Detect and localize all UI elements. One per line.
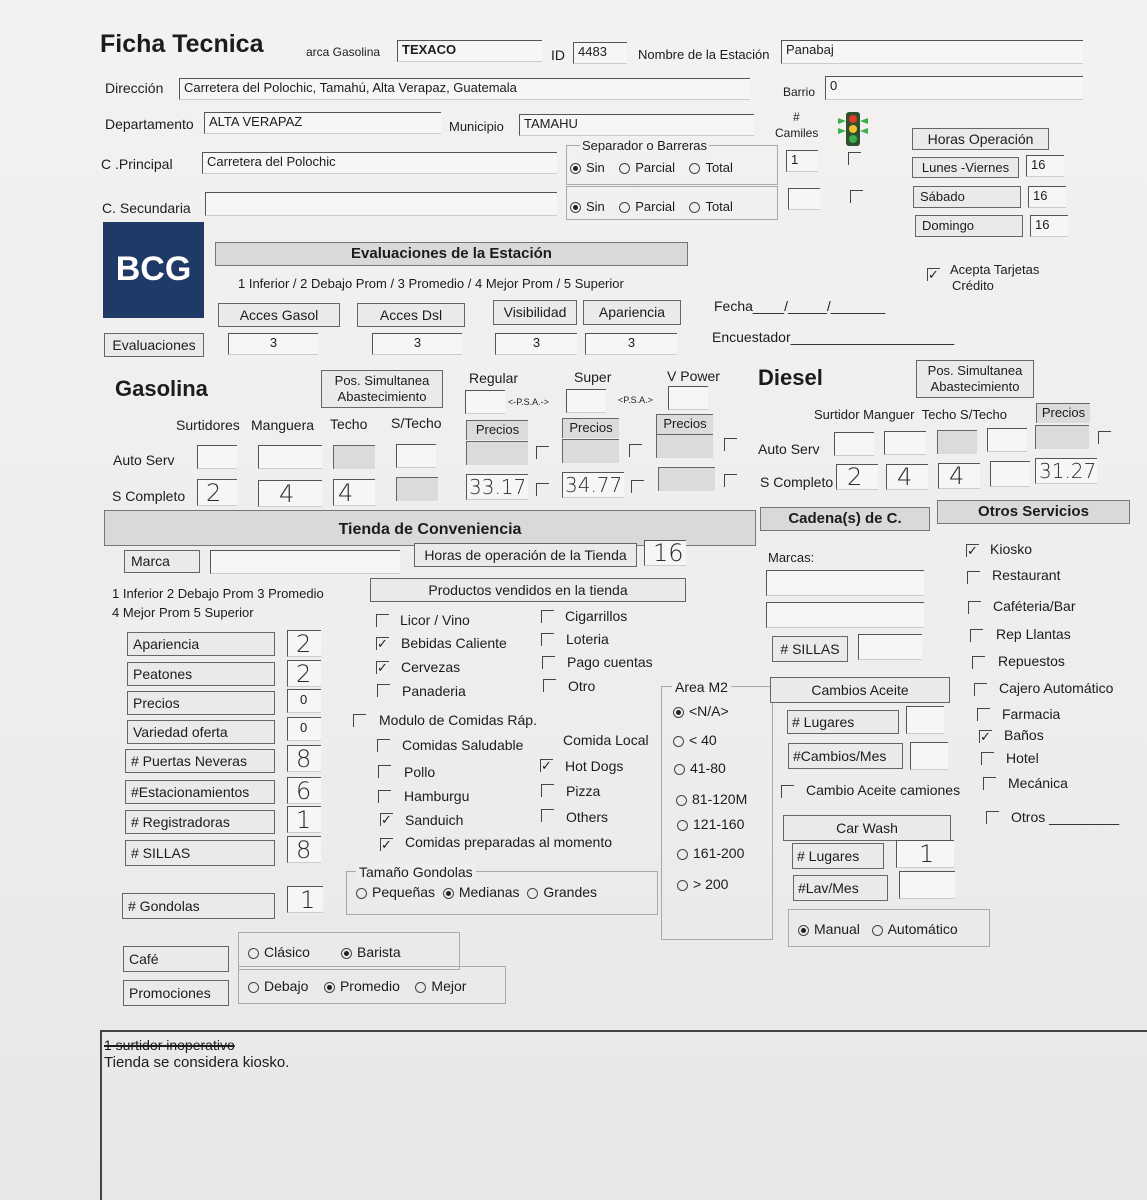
sanduich-checkbox[interactable]: ✓ <box>381 812 392 827</box>
diesel-pos-simultanea: Pos. Simultanea Abastecimiento <box>916 360 1034 398</box>
horas-operacion-button[interactable]: Horas Operación <box>912 128 1049 150</box>
otros-checkbox[interactable] <box>986 811 999 824</box>
acepta-label-1: Acepta Tarjetas <box>950 262 1040 277</box>
gas-sc-vpower-price[interactable] <box>658 467 715 491</box>
psa-arrow-2: <P.S.A.> <box>618 395 653 405</box>
diesel-as-check[interactable] <box>1098 431 1111 444</box>
area-radio[interactable] <box>677 849 688 860</box>
diesel-as-surtidor[interactable] <box>834 432 874 456</box>
mecanica-checkbox[interactable] <box>983 777 996 790</box>
gas-as-manguera[interactable] <box>258 445 322 469</box>
super-precios-label: Precios <box>562 418 619 438</box>
sin-radio-2[interactable] <box>570 202 581 213</box>
barrio-field[interactable]: 0 <box>825 76 1083 100</box>
lav-mes-label: #Lav/Mes <box>793 875 888 901</box>
horas-tienda-field[interactable]: 16 <box>644 540 686 566</box>
evaluaciones-title: Evaluaciones de la Estación <box>215 242 688 266</box>
gas-sc-techo[interactable]: 4 <box>333 479 375 506</box>
hotdogs-label: Hot Dogs <box>565 758 624 774</box>
rating-label-precios: Precios <box>127 691 275 715</box>
direccion-label: Dirección <box>105 80 164 96</box>
evaluaciones-label: Evaluaciones <box>104 333 204 357</box>
bcg-logo <box>103 222 204 318</box>
diesel-sc-price[interactable]: 31.27 <box>1035 458 1097 484</box>
cigarrillos-label: Cigarrillos <box>565 608 628 624</box>
manual-options: Manual Automático <box>798 921 958 937</box>
gas-as-super-price[interactable] <box>562 439 619 463</box>
preparadas-checkbox[interactable]: ✓ <box>381 837 392 852</box>
barrio-label: Barrio <box>783 85 816 99</box>
cadena-sillas-field[interactable] <box>858 634 922 660</box>
rating-label-apariencia: Apariencia <box>127 632 275 656</box>
farmacia-checkbox[interactable] <box>977 708 990 721</box>
gas-as-techo[interactable] <box>333 445 375 469</box>
manguera-col: Manguera <box>251 417 315 433</box>
hamburgu-label: Hamburgu <box>404 788 470 804</box>
rating-label-estacionamientos: #Estacionamientos <box>125 780 275 804</box>
panaderia-label: Panaderia <box>402 683 466 699</box>
vpower-precios-label: Precios <box>656 414 713 434</box>
rating-value-peatones[interactable]: 2 <box>287 660 321 687</box>
tienda-scale-2: 4 Mejor Prom 5 Superior <box>112 605 254 620</box>
diesel-s-completo-label: S Completo <box>760 474 834 490</box>
gas-as-vpower-check[interactable] <box>724 438 737 451</box>
loteria-label: Loteria <box>566 631 609 647</box>
gas-sc-regular-check[interactable] <box>536 483 549 496</box>
area-option-0: <N/A> <box>673 703 729 719</box>
cw-lugares-field[interactable]: 1 <box>896 840 954 868</box>
panaderia-checkbox[interactable] <box>377 684 390 697</box>
debajo-radio[interactable] <box>248 982 259 993</box>
gas-sc-regular-price[interactable]: 33.17 <box>466 474 528 500</box>
id-label: ID <box>551 47 565 63</box>
marcas-field-2[interactable] <box>766 602 924 628</box>
gondolas-label: # Gondolas <box>122 893 275 919</box>
rating-label-registradoras: # Registradoras <box>125 810 275 834</box>
parcial-radio[interactable] <box>619 163 630 174</box>
gas-s-completo-label: S Completo <box>112 488 186 504</box>
gas-as-stecho[interactable] <box>396 444 436 468</box>
stecho-col: S/Techo <box>391 415 442 431</box>
area-title: Area M2 <box>672 679 731 695</box>
licor-checkbox[interactable] <box>376 614 389 627</box>
tienda-scale-1: 1 Inferior 2 Debajo Prom 3 Promedio <box>112 586 324 601</box>
camiles-checkbox[interactable] <box>848 152 861 165</box>
rating-label-peatones: Peatones <box>127 662 275 686</box>
separador-row-1: Sin Parcial Total <box>570 160 733 175</box>
hotdogs-checkbox[interactable]: ✓ <box>541 758 552 773</box>
hotel-checkbox[interactable] <box>981 752 994 765</box>
area-radio[interactable] <box>676 795 687 806</box>
vpower-label: V Power <box>667 368 720 384</box>
mecanica-label: Mecánica <box>1008 775 1068 791</box>
area-option-6: > 200 <box>677 876 728 892</box>
otros-label: Otros _________ <box>1011 809 1120 825</box>
marcas-field-1[interactable] <box>766 570 924 596</box>
camiles-field[interactable]: 1 <box>786 150 818 172</box>
promedio-radio[interactable] <box>324 982 335 993</box>
notes-left-border <box>100 1030 102 1200</box>
parcial-radio-2[interactable] <box>619 202 630 213</box>
fecha-label: Fecha____/_____/_______ <box>714 298 886 314</box>
traffic-light-icon <box>836 110 870 148</box>
tamano-options: Pequeñas Medianas Grandes <box>356 884 597 900</box>
vpower-psa-field[interactable] <box>668 386 708 410</box>
psa-arrow-1: <-P.S.A.-> <box>508 397 549 407</box>
rating-value-puertas[interactable]: 8 <box>287 745 321 772</box>
rating-value-precios[interactable]: 0 <box>287 689 321 713</box>
pollo-label: Pollo <box>404 764 436 780</box>
secundaria-label: C. Secundaria <box>102 200 191 216</box>
manual-radio[interactable] <box>798 925 809 936</box>
area-option-1: < 40 <box>673 732 717 748</box>
camiones-checkbox[interactable] <box>781 785 794 798</box>
pizza-checkbox[interactable] <box>541 784 554 797</box>
banos-checkbox[interactable]: ✓ <box>980 729 991 744</box>
cadena-title: Cadena(s) de C. <box>760 507 930 531</box>
cervezas-label: Cervezas <box>401 659 461 675</box>
nombre-field[interactable]: Panabaj <box>781 40 1083 64</box>
horas-tienda-label: Horas de operación de la Tienda <box>414 543 637 567</box>
restaurant-checkbox[interactable] <box>967 571 980 584</box>
diesel-as-manguer[interactable] <box>884 431 926 455</box>
camiles-label: Camiles <box>775 126 819 140</box>
sabado-label: Sábado <box>913 186 1021 208</box>
evaluaciones-scale: 1 Inferior / 2 Debajo Prom / 3 Promedio / 4 Mejor Prom / 5 Superior <box>238 276 624 291</box>
cafeteria-label: Caféteria/Bar <box>993 598 1076 614</box>
others-label: Others <box>566 809 609 825</box>
marca-label: arca Gasolina <box>306 45 381 59</box>
pizza-label: Pizza <box>566 783 601 799</box>
gas-sc-super-price[interactable]: 34.77 <box>562 472 624 498</box>
cafe-options: Clásico Barista <box>248 944 401 960</box>
acces-gasol-label: Acces Gasol <box>218 303 340 327</box>
gas-sc-manguera[interactable]: 4 <box>258 480 322 507</box>
banos-label: Baños <box>1004 727 1044 743</box>
mejor-radio[interactable] <box>415 982 426 993</box>
pago-checkbox[interactable] <box>542 656 555 669</box>
techo-col: Techo <box>330 416 368 432</box>
area-option-4: 121-160 <box>677 816 744 832</box>
eval-acces-gasol[interactable]: 3 <box>228 333 318 355</box>
gas-sc-surtidores[interactable]: 2 <box>197 479 237 506</box>
preparadas-label: Comidas preparadas al momento <box>405 834 612 850</box>
gasolina-pos-simultanea: Pos. Simultanea Abastecimiento <box>321 370 443 408</box>
medianas-radio[interactable] <box>443 888 454 899</box>
otro-label: Otro <box>568 678 596 694</box>
visibilidad-label: Visibilidad <box>493 300 577 325</box>
rating-label-puertas: # Puertas Neveras <box>125 749 275 773</box>
diesel-as-price[interactable] <box>1035 425 1089 449</box>
promociones-options: Debajo Promedio Mejor <box>248 978 466 994</box>
rating-label-variedad: Variedad oferta <box>127 720 275 744</box>
sabado-field[interactable]: 16 <box>1028 186 1066 208</box>
lunes-label: Lunes -Viernes <box>912 157 1019 178</box>
departamento-label: Departamento <box>105 116 194 132</box>
pago-label: Pago cuentas <box>567 654 653 670</box>
nombre-label: Nombre de la Estación <box>638 47 770 62</box>
camiles-field-2[interactable] <box>788 188 820 210</box>
gas-as-super-check[interactable] <box>629 444 642 457</box>
diesel-sc-manguer[interactable]: 4 <box>886 464 928 490</box>
gas-sc-vpower-check[interactable] <box>724 474 737 487</box>
diesel-auto-serv-label: Auto Serv <box>758 441 820 457</box>
cervezas-checkbox[interactable]: ✓ <box>377 660 388 675</box>
repuestos-checkbox[interactable] <box>972 656 985 669</box>
domingo-field[interactable]: 16 <box>1030 215 1068 237</box>
kiosko-checkbox[interactable]: ✓ <box>967 543 978 558</box>
farmacia-label: Farmacia <box>1002 706 1061 722</box>
cw-lugares-label: # Lugares <box>792 843 884 869</box>
rep-llantas-checkbox[interactable] <box>970 629 983 642</box>
gas-as-vpower-price[interactable] <box>656 434 713 458</box>
area-radio[interactable] <box>674 764 685 775</box>
camiles-checkbox-2[interactable] <box>850 190 863 203</box>
regular-psa-field[interactable] <box>465 390 505 414</box>
diesel-precios-label: Precios <box>1036 403 1090 423</box>
tamano-label: Tamaño Gondolas <box>356 864 476 880</box>
domingo-label: Domingo <box>915 215 1023 237</box>
otros-title: Otros Servicios <box>937 500 1130 524</box>
id-field[interactable]: 4483 <box>573 42 627 64</box>
gas-as-regular-price[interactable] <box>466 441 528 465</box>
rating-value-sillas[interactable]: 8 <box>287 836 321 863</box>
gas-sc-super-check[interactable] <box>631 480 644 493</box>
car-wash-title: Car Wash <box>783 815 951 841</box>
municipio-label: Municipio <box>449 119 504 134</box>
area-option-5: 161-200 <box>677 845 744 861</box>
promociones-label: Promociones <box>123 980 229 1006</box>
area-radio[interactable] <box>677 880 688 891</box>
principal-label: C .Principal <box>101 156 173 172</box>
cajero-label: Cajero Automático <box>999 680 1114 696</box>
diesel-header-row: Surtidor Manguer Techo S/Techo <box>814 407 1008 422</box>
cadena-sillas-label: # SILLAS <box>772 636 848 662</box>
sanduich-label: Sanduich <box>405 812 464 828</box>
ca-lugares-label: # Lugares <box>787 710 899 734</box>
rating-value-variedad[interactable]: 0 <box>287 717 321 741</box>
acepta-checkbox[interactable]: ✓ <box>928 267 939 282</box>
separador-label: Separador o Barreras <box>582 138 708 153</box>
notes-divider <box>100 1030 1147 1032</box>
cajero-checkbox[interactable] <box>974 683 987 696</box>
surtidores-col: Surtidores <box>176 417 240 433</box>
saludable-checkbox[interactable] <box>377 739 390 752</box>
tienda-marca-label: Marca <box>124 550 200 573</box>
diesel-as-techo[interactable] <box>937 430 977 454</box>
cambios-aceite-title: Cambios Aceite <box>770 677 950 703</box>
marca-field[interactable]: TEXACO <box>397 40 542 62</box>
municipio-field[interactable]: TAMAHU <box>519 114 754 136</box>
cambios-mes-label: #Cambios/Mes <box>788 743 903 769</box>
notes-text[interactable]: Tienda se considera kiosko. <box>104 1054 290 1071</box>
loteria-checkbox[interactable] <box>541 633 554 646</box>
saludable-label: Comidas Saludable <box>402 737 524 753</box>
gasolina-title: Gasolina <box>115 376 208 401</box>
encuestador-label: Encuestador_____________________ <box>712 329 955 345</box>
area-option-2: 41-80 <box>674 760 726 776</box>
gas-auto-serv-label: Auto Serv <box>113 452 175 468</box>
camiles-hash: # <box>793 110 800 124</box>
bebidas-label: Bebidas Caliente <box>401 635 507 651</box>
others-checkbox[interactable] <box>541 809 554 822</box>
cafeteria-checkbox[interactable] <box>968 601 981 614</box>
productos-title: Productos vendidos en la tienda <box>370 578 686 602</box>
departamento-field[interactable]: ALTA VERAPAZ <box>204 112 441 134</box>
separador-row-2: Sin Parcial Total <box>570 199 733 214</box>
eval-apariencia[interactable]: 3 <box>585 333 677 355</box>
eval-acces-dsl[interactable]: 3 <box>372 333 462 355</box>
area-radio[interactable] <box>677 820 688 831</box>
rating-label-sillas: # SILLAS <box>125 840 275 866</box>
cambios-mes-field[interactable] <box>910 742 948 770</box>
area-radio[interactable] <box>673 707 684 718</box>
automatico-radio[interactable] <box>872 925 883 936</box>
notes-crossed-text: 1 surtidor inoperativo <box>104 1037 235 1053</box>
comida-local-label: Comida Local <box>563 732 649 748</box>
acepta-label-2: Crédito <box>952 278 994 293</box>
tienda-marca-field[interactable] <box>210 550 400 574</box>
super-label: Super <box>574 369 612 385</box>
sin-radio[interactable] <box>570 163 581 174</box>
secundaria-field[interactable] <box>205 192 557 216</box>
lunes-field[interactable]: 16 <box>1026 155 1064 177</box>
form-title: Ficha Tecnica <box>100 30 264 58</box>
gas-as-surtidores[interactable] <box>197 445 237 469</box>
rep-llantas-label: Rep Llantas <box>996 626 1071 642</box>
pollo-checkbox[interactable] <box>378 765 391 778</box>
barista-radio[interactable] <box>341 948 352 959</box>
rating-value-registradoras[interactable]: 1 <box>287 806 321 833</box>
grandes-radio[interactable] <box>527 888 538 899</box>
modulo-label: Modulo de Comidas Ráp. <box>379 712 537 728</box>
otro-checkbox[interactable] <box>543 679 556 692</box>
total-radio[interactable] <box>689 163 700 174</box>
logo-text: BCG <box>115 250 192 288</box>
principal-field[interactable]: Carretera del Polochic <box>202 152 557 174</box>
kiosko-label: Kiosko <box>990 541 1033 557</box>
diesel-as-stecho[interactable] <box>987 428 1027 452</box>
direccion-field[interactable]: Carretera del Polochic, Tamahú, Alta Verapaz, Guatemala <box>179 78 750 100</box>
diesel-sc-techo[interactable]: 4 <box>938 463 980 489</box>
cigarrillos-checkbox[interactable] <box>541 610 554 623</box>
acces-dsl-label: Acces Dsl <box>357 303 465 327</box>
rating-value-apariencia[interactable]: 2 <box>287 630 321 657</box>
area-option-3: 81-120M <box>676 791 747 807</box>
cafe-label: Café <box>123 946 229 972</box>
hotel-label: Hotel <box>1006 750 1039 766</box>
regular-precios-label: Precios <box>466 420 528 440</box>
licor-label: Licor / Vino <box>400 612 470 628</box>
area-group <box>661 686 773 940</box>
super-psa-field[interactable] <box>566 389 606 413</box>
area-radio[interactable] <box>673 736 684 747</box>
lav-mes-field[interactable] <box>899 871 955 899</box>
diesel-sc-surtidor[interactable]: 2 <box>836 464 878 490</box>
regular-label: Regular <box>469 370 519 386</box>
pequenas-radio[interactable] <box>356 888 367 899</box>
tienda-title: Tienda de Conveniencia <box>104 510 756 546</box>
eval-visibilidad[interactable]: 3 <box>495 333 577 355</box>
ca-lugares-field[interactable] <box>906 706 944 734</box>
hamburgu-checkbox[interactable] <box>378 790 391 803</box>
gas-sc-stecho[interactable] <box>396 477 438 501</box>
apariencia-label: Apariencia <box>583 300 681 325</box>
diesel-sc-stecho[interactable] <box>990 461 1030 487</box>
total-radio-2[interactable] <box>689 202 700 213</box>
modulo-checkbox[interactable] <box>353 714 366 727</box>
repuestos-label: Repuestos <box>998 653 1065 669</box>
restaurant-label: Restaurant <box>992 567 1061 583</box>
gondolas-field[interactable]: 1 <box>287 886 323 913</box>
marcas-label: Marcas: <box>768 550 815 565</box>
clasico-radio[interactable] <box>248 948 259 959</box>
camiones-label: Cambio Aceite camiones <box>806 782 961 798</box>
bebidas-checkbox[interactable]: ✓ <box>377 636 388 651</box>
diesel-title: Diesel <box>758 365 823 390</box>
gas-as-regular-check[interactable] <box>536 446 549 459</box>
rating-value-estacionamientos[interactable]: 6 <box>287 777 321 804</box>
